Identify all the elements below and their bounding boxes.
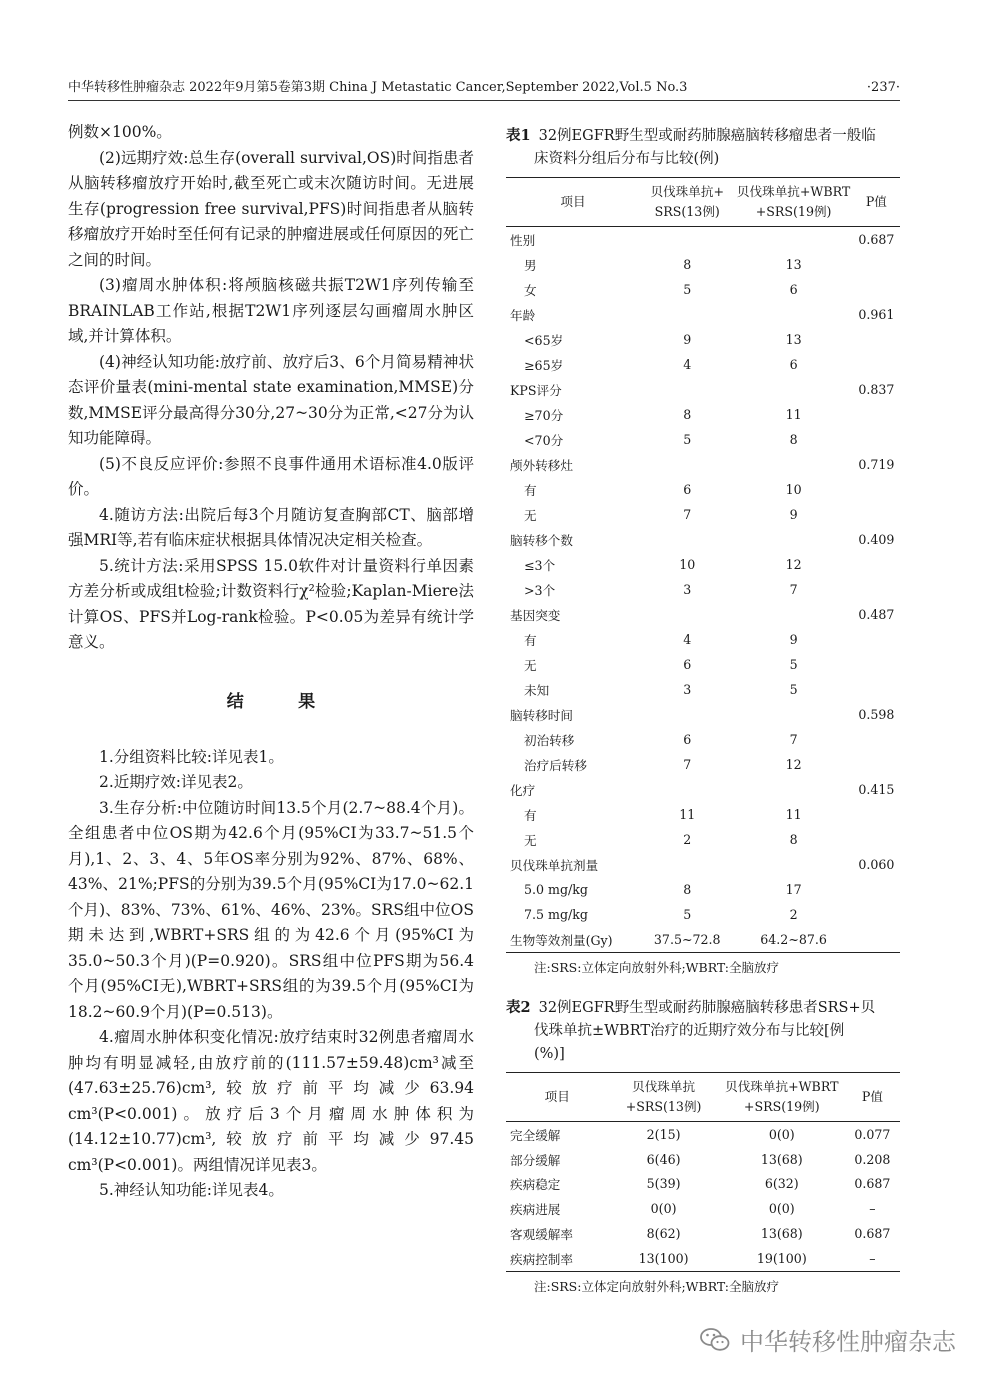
value-srs: 3 [683,682,692,697]
table1-header-b: 贝伐珠单抗+WBRT +SRS(19例) [735,178,853,227]
table2-header-b: 贝伐珠单抗+WBRT +SRS(19例) [719,1073,845,1122]
table-row [506,627,900,652]
value-wbrt-srs: 7 [789,582,798,597]
p-value [853,577,900,602]
value-srs: 8(62) [646,1226,681,1242]
table-row [506,802,900,827]
table-row [506,377,900,402]
paragraph: 4.随访方法:出院后每3个月随访复查胸部CT、脑部增强MRI等,若有临床症状根据具体情况决定相关检查。 [68,505,474,549]
table1-header-p: P值 [853,178,900,227]
value-wbrt-srs: 11 [785,807,802,822]
header-divider [68,100,900,101]
row-label: <70分 [524,433,564,448]
value-srs [640,377,735,402]
row-label: 5.0 mg/kg [524,882,588,897]
row-label: 疾病稳定 [510,1177,561,1193]
paragraph: 5.神经认知功能:详见表4。 [99,1181,284,1199]
value-srs [640,852,735,877]
row-label: 未知 [524,683,550,698]
table2-note: 注:SRS:立体定向放射外科;WBRT:全脑放疗 [534,1278,780,1294]
value-srs [640,227,735,253]
value-srs: 11 [679,807,696,822]
value-srs [640,702,735,727]
paragraph: (4)神经认知功能:放疗前、放疗后3、6个月简易精神状态评价量表(mini-mental state examination,MMSE)分数,MMSE评分最高得分30分,27~30分为正常,<27分为认知功能障碍。 [68,352,474,447]
table-row [506,527,900,552]
p-value [853,927,900,953]
p-value [853,902,900,927]
value-srs: 10 [679,557,696,572]
value-wbrt-srs: 6(32) [764,1176,799,1192]
value-srs: 13(100) [608,1246,718,1271]
p-value [853,827,900,852]
p-value [853,477,900,502]
value-srs [640,527,735,552]
value-wbrt-srs: 10 [785,482,802,497]
value-wbrt-srs: 0(0) [768,1126,795,1142]
table1-note: 注:SRS:立体定向放射外科;WBRT:全脑放疗 [534,960,780,975]
p-value: 0.719 [858,457,895,472]
table-row [506,652,900,677]
table-row [506,552,900,577]
value-wbrt-srs: 19(100) [719,1246,845,1271]
value-srs: 8 [683,882,692,897]
table1-label: 表1 [506,127,531,144]
table-row [506,1147,900,1172]
table2-header-p: P值 [845,1073,900,1122]
table2-label: 表2 [506,999,531,1016]
value-srs: 6 [683,732,692,747]
row-label: 有 [524,808,537,823]
value-wbrt-srs: 11 [785,407,802,422]
table-row [506,1196,900,1221]
value-srs [640,302,735,327]
journal-info: 中华转移性肿瘤杂志 2022年9月第5卷第3期 China J Metastatic Cancer,September 2022,Vol.5 No.3 [68,80,688,95]
table-row [506,1246,900,1271]
value-wbrt-srs: 5 [789,657,798,672]
p-value: 0.837 [858,382,895,397]
value-srs: 6(46) [646,1151,681,1167]
row-label: KPS评分 [510,383,562,398]
table2-caption [506,996,900,1066]
table2 [506,1072,900,1272]
table-row [506,1122,900,1147]
value-wbrt-srs: 6 [789,357,798,372]
table-row [506,677,900,702]
row-label: 脑转移时间 [510,708,573,723]
value-srs: 0(0) [650,1201,677,1217]
table-row [506,577,900,602]
value-wbrt-srs [735,527,853,552]
value-srs: 7 [683,757,692,772]
p-value [853,277,900,302]
value-srs [640,452,735,477]
value-wbrt-srs [735,852,853,877]
row-label: 性别 [510,233,536,248]
page-number: ·237· [866,80,900,95]
table-row [506,227,900,253]
row-label: 脑转移个数 [510,533,573,548]
table1-caption-line1: 32例EGFR野生型或耐药肺腺癌脑转移瘤患者一般临 [538,128,876,144]
value-srs: 5 [683,432,692,447]
value-wbrt-srs: 13 [785,257,802,272]
table1-body [506,227,900,953]
paragraph: 5.统计方法:采用SPSS 15.0软件对计量资料行单因素方差分析或成组t检验;计数资料行χ²检验;Kaplan-Miere法计算OS、PFS并Log-rank检验。P<0.05为差异有统计学意义。 [68,556,474,651]
p-value: 0.077 [854,1126,891,1142]
p-value [853,502,900,527]
p-value [853,327,900,352]
value-srs [640,602,735,627]
value-wbrt-srs [735,377,853,402]
p-value: 0.208 [854,1151,891,1167]
paragraph: (3)瘤周水肿体积:将颅脑核磁共振T2W1序列传输至BRAINLAB工作站,根据T2W1序列逐层勾画瘤周水肿区域,并计算体积。 [68,276,474,345]
p-value [853,352,900,377]
value-srs: 37.5~72.8 [640,927,735,953]
value-srs: 2 [683,832,692,847]
value-srs: 5 [683,907,692,922]
table-row [506,827,900,852]
p-value [853,877,900,902]
value-srs: 5 [683,282,692,297]
p-value: 0.060 [858,857,895,872]
value-wbrt-srs [735,777,853,802]
value-srs: 6 [683,657,692,672]
left-column [68,120,474,1204]
value-srs: 7 [683,507,692,522]
row-label: 有 [524,633,537,648]
table-row [506,602,900,627]
table2-body [506,1122,900,1272]
value-srs: 6 [683,482,692,497]
paragraph: 2.近期疗效:详见表2。 [99,773,253,791]
value-wbrt-srs: 9 [789,632,798,647]
row-label: 完全缓解 [510,1127,561,1143]
paragraph: (5)不良反应评价:参照不良事件通用术语标准4.0版评价。 [68,454,474,498]
row-label: 女 [524,283,537,298]
table2-caption-line3: (%)] [534,1046,565,1062]
table2-header-item: 项目 [506,1073,608,1122]
table-row [506,902,900,927]
table-row [506,352,900,377]
value-srs: 9 [683,332,692,347]
value-srs [640,777,735,802]
table2-caption-line1: 32例EGFR野生型或耐药肺腺癌脑转移患者SRS+贝 [538,1000,876,1016]
table-row [506,502,900,527]
row-label: 客观缓解率 [510,1227,573,1243]
value-wbrt-srs: 6 [789,282,798,297]
p-value [853,252,900,277]
value-wbrt-srs: 8 [789,832,798,847]
table-row [506,852,900,877]
table2-caption-line2: 伐珠单抗±WBRT治疗的近期疗效分布与比较[例 [534,1023,845,1039]
value-srs: 3 [683,582,692,597]
p-value [853,802,900,827]
value-srs: 8 [683,407,692,422]
table-row [506,702,900,727]
value-srs: 2(15) [646,1126,681,1142]
value-wbrt-srs [735,602,853,627]
paragraph: (2)远期疗效:总生存(overall survival,OS)时间指患者从脑转移瘤放疗开始时,截至死亡或末次随访时间。无进展生存(progression free survival,PFS)时间指患者从脑转移瘤放疗开始时至任何有记录的肿瘤进展或任何原因的死亡之间的时间。 [68,148,474,269]
value-wbrt-srs: 12 [785,557,802,572]
p-value: 0.687 [858,232,895,247]
table-row [506,1221,900,1246]
row-label: 年龄 [510,308,536,323]
table2-block [506,996,900,1296]
p-value: – [869,1201,876,1217]
p-value: 0.598 [858,707,895,722]
p-value [853,652,900,677]
paragraph: 3.生存分析:中位随访时间13.5个月(2.7~88.4个月)。全组患者中位OS期为42.6个月(95%CI为33.7~51.5个月),1、2、3、4、5年OS率分别为92%、87%、68%、43%、21%;PFS的分别为39.5个月(95%CI为17.0~62.1个月)、83%、73%、61%、46%、23%。SRS组中位OS期未达到,WBRT+SRS组的为42.6个月(95%CI为35.0~50.3个月)(P=0.920)。SRS组中位PFS期为56.4个月(95%CI无),WBRT+SRS组的为39.5个月(95%CI为18.2~60.9个月)(P=0.513)。 [68,798,474,1021]
p-value: – [845,1246,900,1271]
table-row [506,402,900,427]
row-label: ≥65岁 [524,358,564,373]
table-row [506,927,900,953]
row-label: 有 [524,483,537,498]
row-label: ≤3个 [524,558,556,573]
table-row [506,252,900,277]
p-value: 0.687 [854,1176,891,1192]
row-label: 部分缓解 [510,1152,561,1168]
row-label: 疾病控制率 [506,1246,608,1271]
value-wbrt-srs: 13(68) [760,1151,803,1167]
row-label: 初治转移 [524,733,575,748]
paragraph: 4.瘤周水肿体积变化情况:放疗结束时32例患者瘤周水肿均有明显减轻,由放疗前的(111.57±59.48)cm³减至(47.63±25.76)cm³,较放疗前平均减少63.94 cm³(P<0.001)。放疗后3个月瘤周水肿体积为(14.12±10.77)cm³,较放疗前平均减少97.45 cm³(P<0.001)。两组情况详见表3。 [68,1028,474,1174]
table-row [506,327,900,352]
value-srs: 4 [683,357,692,372]
p-value [853,427,900,452]
paragraph: 1.分组资料比较:详见表1。 [99,747,284,766]
p-value: 0.415 [858,782,895,797]
p-value [853,402,900,427]
row-label: 7.5 mg/kg [524,907,588,922]
value-wbrt-srs: 12 [785,757,802,772]
value-wbrt-srs: 7 [789,732,798,747]
section-title: 结果 [226,691,370,712]
table1-header-a: 贝伐珠单抗+ SRS(13例) [640,178,735,227]
row-label: 无 [524,508,537,523]
paragraph: 例数×100%。 [68,123,172,141]
value-srs: 8 [683,257,692,272]
watermark-text: 中华转移性肿瘤杂志 [740,1328,956,1356]
row-label: 男 [524,258,537,273]
table1-header-item: 项目 [506,178,640,227]
p-value [853,552,900,577]
table-row [506,877,900,902]
value-wbrt-srs: 13(68) [760,1226,803,1242]
row-label: 贝伐珠单抗剂量 [510,858,599,873]
table-row [506,1172,900,1197]
table-row [506,452,900,477]
row-label: <65岁 [524,333,564,348]
table-row [506,752,900,777]
p-value: 0.961 [858,307,895,322]
value-wbrt-srs [735,452,853,477]
table-row [506,477,900,502]
row-label: 生物等效剂量(Gy) [506,927,640,953]
value-srs: 5(39) [646,1176,681,1192]
table-row [506,427,900,452]
value-wbrt-srs: 9 [789,507,798,522]
p-value: 0.687 [854,1226,891,1242]
row-label: 化疗 [510,783,536,798]
value-wbrt-srs: 8 [789,432,798,447]
value-wbrt-srs: 13 [785,332,802,347]
p-value: 0.487 [858,607,895,622]
value-wbrt-srs: 64.2~87.6 [735,927,853,953]
table1-caption [506,124,900,171]
table2-header-a: 贝伐珠单抗 +SRS(13例) [608,1073,718,1122]
p-value: 0.409 [858,532,895,547]
row-label: 疾病进展 [510,1202,561,1218]
p-value [853,627,900,652]
wechat-icon [700,1327,730,1353]
table-row [506,777,900,802]
value-srs: 4 [683,632,692,647]
value-wbrt-srs: 5 [789,682,798,697]
p-value [853,677,900,702]
table1 [506,177,900,953]
value-wbrt-srs [735,702,853,727]
p-value [853,752,900,777]
row-label: 无 [524,833,537,848]
row-label: 治疗后转移 [524,758,587,773]
table1-block [506,124,900,977]
row-label: 颅外转移灶 [510,458,573,473]
value-wbrt-srs: 0(0) [768,1201,795,1217]
value-wbrt-srs [735,302,853,327]
value-wbrt-srs: 2 [789,907,798,922]
p-value [853,727,900,752]
watermark [700,1322,956,1357]
value-wbrt-srs [735,227,853,253]
row-label: 基因突变 [510,608,561,623]
table-row [506,277,900,302]
row-label: 无 [524,658,537,673]
row-label: ≥70分 [524,408,564,423]
row-label: >3个 [524,583,556,598]
table1-caption-line2: 床资料分组后分布与比较(例) [534,151,720,167]
table-row [506,727,900,752]
table-row [506,302,900,327]
value-wbrt-srs: 17 [785,882,802,897]
